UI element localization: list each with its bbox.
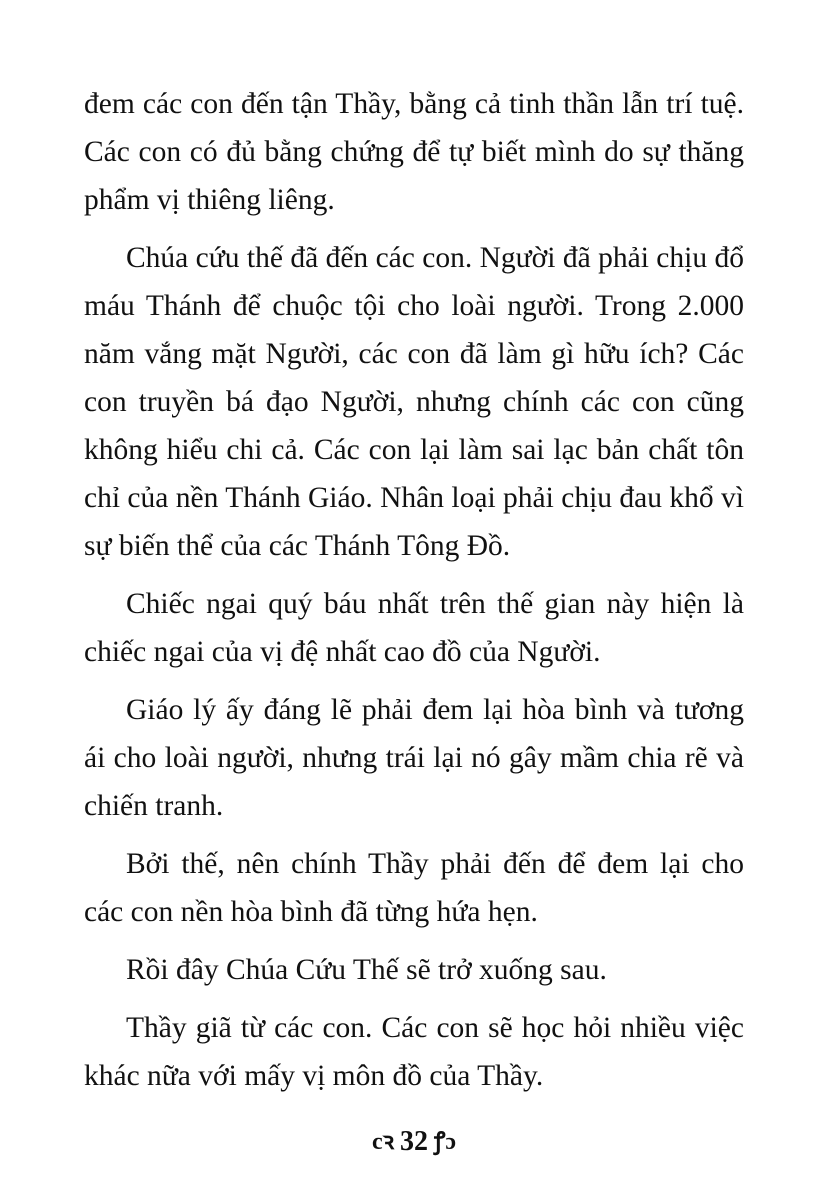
paragraph-6: Rồi đây Chúa Cứu Thế sẽ trở xuống sau. <box>126 954 607 986</box>
page-footer <box>0 1122 828 1162</box>
paragraph-2: Chúa cứu thế đã đến các con. Người đã phải chịu đổ máu Thánh để chuộc tội cho loài người. Trong 2.000 năm vắng mặt Người, các con đã làm gì hữu ích? Các con truyền bá đạo Người, nhưng chính các con cũng không hiểu chi cả. Các con lại làm sai lạc bản chất tôn chỉ của nền Thánh Giáo. Nhân loại phải chịu đau khổ vì sự biến thể của các Thánh Tông Đồ. <box>84 242 744 562</box>
ornament-right-icon: ꝭɔ <box>434 1129 457 1155</box>
paragraph-4: Giáo lý ấy đáng lẽ phải đem lại hòa bình và tương ái cho loài người, nhưng trái lại nó gây mầm chia rẽ và chiến tranh. <box>84 694 744 822</box>
page-body <box>84 80 744 1110</box>
paragraph-5: Bởi thế, nên chính Thầy phải đến để đem lại cho các con nền hòa bình đã từng hứa hẹn. <box>84 848 744 928</box>
paragraph-3: Chiếc ngai quý báu nhất trên thế gian này hiện là chiếc ngai của vị đệ nhất cao đồ của Người. <box>84 588 744 668</box>
paragraph-1: đem các con đến tận Thầy, bằng cả tinh thần lẫn trí tuệ. Các con có đủ bằng chứng để tự biết mình do sự thăng phẩm vị thiêng liêng. <box>84 88 744 216</box>
paragraph-7: Thầy giã từ các con. Các con sẽ học hỏi nhiều việc khác nữa với mấy vị môn đồ của Thầy. <box>84 1012 744 1092</box>
ornament-left-icon: cꝛ <box>371 1129 394 1155</box>
page-number: 32 <box>400 1126 428 1157</box>
